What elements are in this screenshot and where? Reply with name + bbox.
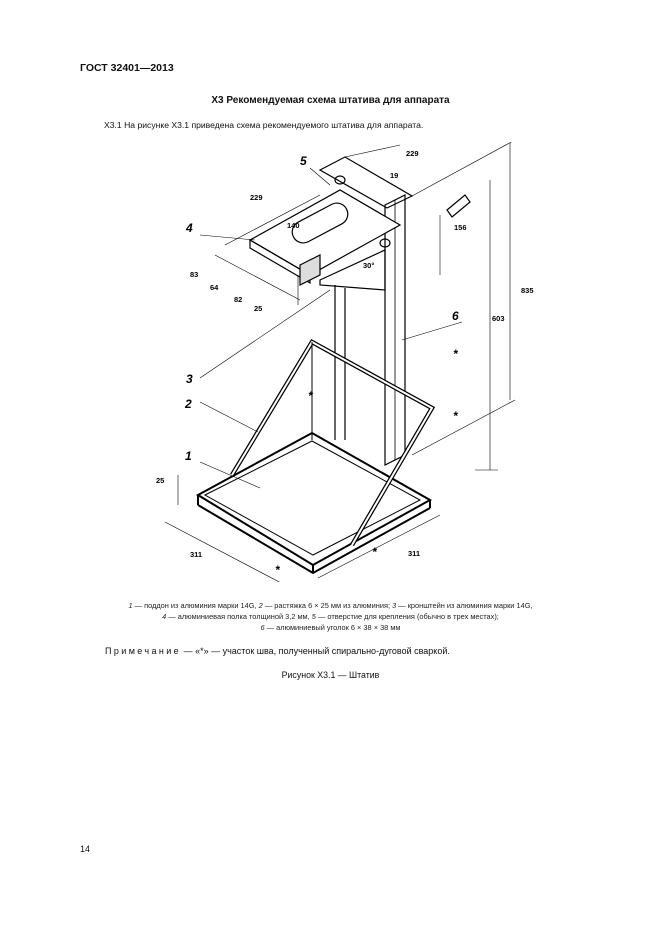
dim-25-b: 25 [156,476,165,485]
section-title: Х3 Рекомендуемая схема штатива для аппарата [211,95,450,106]
callout-3: 3 [186,372,193,386]
legend-line-3: 6 — алюминиевый уголок 6 × 38 × 38 мм [260,623,401,632]
drawing-lines [165,142,515,582]
dim-25-a: 25 [254,304,263,313]
figure-caption: Рисунок Х3.1 — Штатив [281,670,380,680]
dim-311-right: 311 [408,549,421,558]
dim-83-a: 83 [190,270,199,279]
intro-paragraph: Х3.1 На рисунке Х3.1 приведена схема рекомендуемого штатива для аппарата. [104,120,424,130]
dim-64: 64 [210,283,219,292]
dim-229-top: 229 [406,149,419,158]
page-number: 14 [80,844,91,854]
weld-mark: * [453,409,458,423]
note-text: — «*» — участок шва, полученный спирально-дуговой сваркой. [181,646,450,656]
dim-82: 82 [234,295,243,304]
dim-19: 19 [390,171,399,180]
callout-2: 2 [185,397,192,411]
dim-156: 156 [454,223,467,232]
legend-line-1: 1 — поддон из алюминия марки 14G, 2 — растяжка 6 × 25 мм из алюминия; 3 — кронштейн из алюминия марки 14G, [128,601,533,610]
weld-mark: * [275,563,280,577]
dim-603: 603 [492,314,505,323]
dim-311-left: 311 [190,550,203,559]
callout-4: 4 [186,221,193,235]
stand-drawing [150,142,570,582]
callout-1: 1 [185,449,192,463]
weld-mark: * [308,389,313,403]
legend-line-2: 4 — алюминиевая полка толщиной 3,2 мм, 5 — отверстие для крепления (обычно в трех местах); [162,612,499,621]
weld-mark: * [372,545,377,559]
dim-835: 835 [521,286,534,295]
note-label: Примечание [105,646,182,656]
callout-5: 5 [300,154,307,168]
callout-6: 6 [452,309,459,323]
weld-mark: * [453,347,458,361]
dim-140: 140 [287,221,300,230]
note [105,646,450,656]
document-header: ГОСТ 32401—2013 [80,62,174,74]
dim-229-shelf: 229 [250,193,263,202]
dim-30-deg: 30° [363,261,375,270]
